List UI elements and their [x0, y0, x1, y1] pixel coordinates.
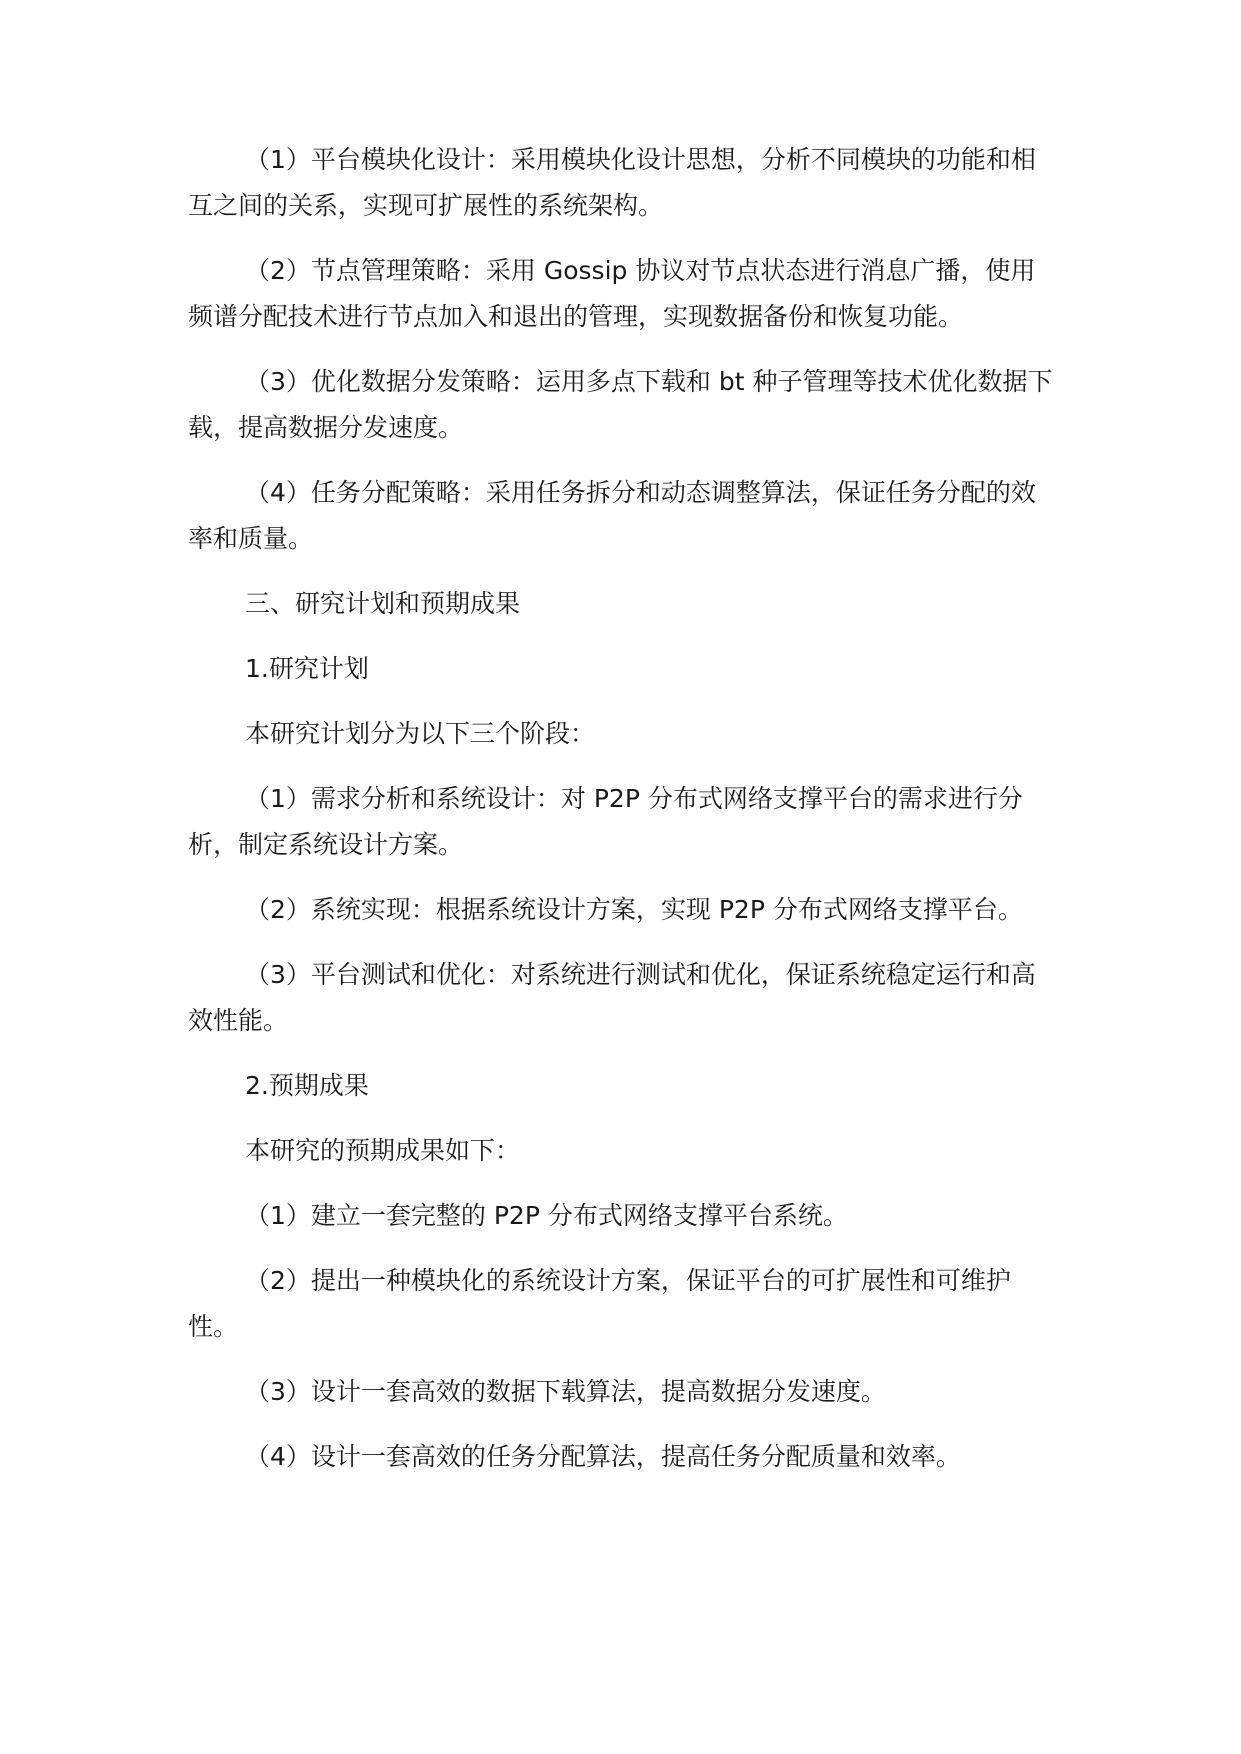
paragraph-outcome-2: （2）提出一种模块化的系统设计方案，保证平台的可扩展性和可维护性。: [188, 1266, 1011, 1341]
paragraph-plan-intro: 本研究计划分为以下三个阶段：: [245, 719, 596, 748]
subheading-expected-outcomes: 2.预期成果: [245, 1071, 369, 1100]
subheading-research-plan: 1.研究计划: [245, 654, 369, 683]
paragraph-plan-stage-2: （2）系统实现：根据系统设计方案，实现 P2P 分布式网络支撑平台。: [245, 895, 1023, 924]
paragraph-plan-stage-3: （3）平台测试和优化：对系统进行测试和优化，保证系统稳定运行和高效性能。: [188, 960, 1036, 1035]
paragraph-platform-modular-design: （1）平台模块化设计：采用模块化设计思想，分析不同模块的功能和相互之间的关系，实现可扩展性的系统架构。: [188, 145, 1036, 220]
paragraph-task-allocation: （4）任务分配策略：采用任务拆分和动态调整算法，保证任务分配的效率和质量。: [188, 478, 1036, 553]
paragraph-plan-stage-1: （1）需求分析和系统设计：对 P2P 分布式网络支撑平台的需求进行分析，制定系统设计方案。: [188, 784, 1023, 859]
paragraph-outcome-3: （3）设计一套高效的数据下载算法，提高数据分发速度。: [245, 1377, 886, 1406]
paragraph-outcome-1: （1）建立一套完整的 P2P 分布式网络支撑平台系统。: [245, 1201, 848, 1230]
paragraph-data-distribution: （3）优化数据分发策略：运用多点下载和 bt 种子管理等技术优化数据下载，提高数据分发速度。: [188, 367, 1053, 442]
section-heading-research-plan-outcomes: 三、研究计划和预期成果: [245, 589, 521, 618]
paragraph-outcome-4: （4）设计一套高效的任务分配算法，提高任务分配质量和效率。: [245, 1442, 961, 1471]
paragraph-node-management: （2）节点管理策略：采用 Gossip 协议对节点状态进行消息广播，使用频谱分配技术进行节点加入和退出的管理，实现数据备份和恢复功能。: [188, 256, 1036, 331]
paragraph-outcomes-intro: 本研究的预期成果如下：: [245, 1136, 521, 1165]
